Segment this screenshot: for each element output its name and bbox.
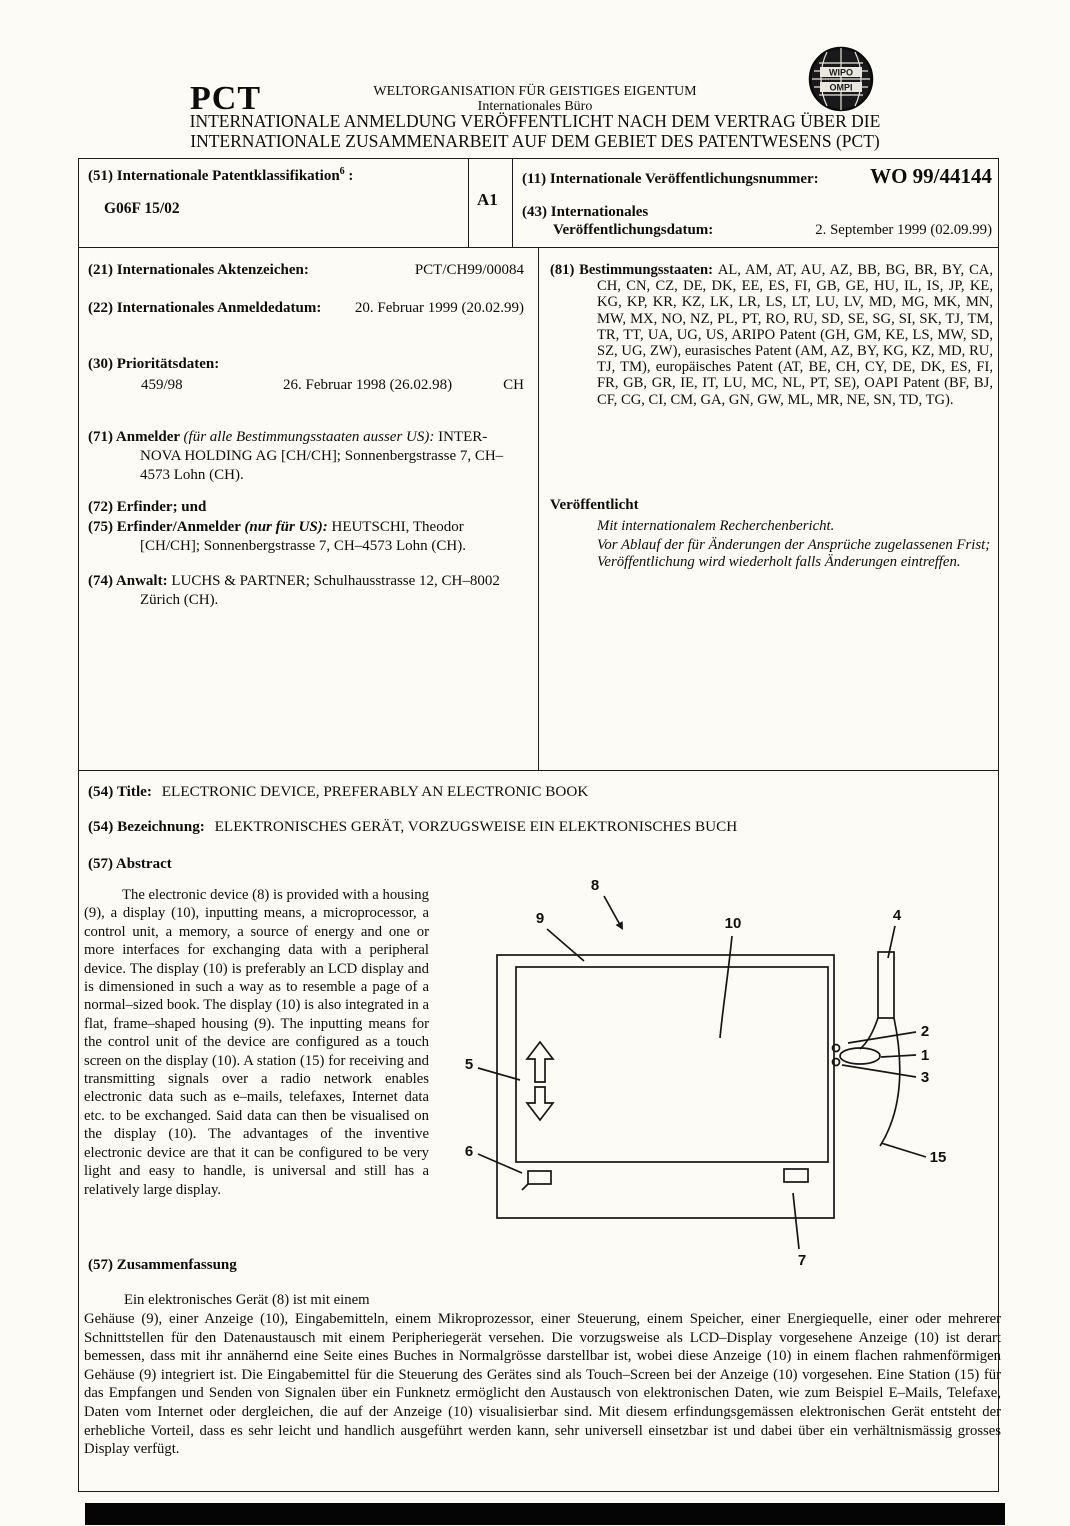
header-title-line-2: INTERNATIONALE ZUSAMMENARBEIT AUF DEM GEBIET DES PATENTWESENS (PCT): [190, 130, 880, 151]
zusammenfassung-text: Gehäuse (9), einer Anzeige (10), Eingabemitteln, einem Mikroprozessor, einer Steuerung, einem Speicher, einer Energiequelle, einer oder mehrerer Schnittstellen für den Datenaustausch mit einem Peripheriegerät versehen. Die vorzugsweise als LCD–Display vorgesehene Anzeige (10) ist derart bemessen, dass mit ihr annähernd eine Seite eines Buches in Normalgrösse darstellbar ist, wobei diese Anzeige (10) in einem flachen rahmenförmigen Gehäuse (9) integriert ist. Die Eingabemittel für die Steuerung des Gerätes sind als Touch–Screen bei der Anzeige (10) vorgesehen. Eine Station (15) für das Empfangen und Senden von Signalen über ein Funknetz ermöglicht den Austausch von elektronischen Daten, wie zum Beispiel E–Mails, Telefaxe, Daten vom Internet oder dergleichen, die auf der Anzeige (10) visualisierbar sind. Mit diesem erfindungsgemässen elektronischen Gerät entsteht der erhebliche Vorteil, dass es sehr leicht und handlich ausgeführt werden kann, sehr universell einsetzbar ist und dabei über ein verhältnismässig grosses Display verfügt.: [84, 1311, 1001, 1458]
figure-drawing: [432, 866, 1004, 1278]
divider-row1-columns: [512, 158, 513, 247]
logo-text-bottom: OMPI: [829, 82, 853, 93]
title-en-row: [88, 783, 588, 801]
figure-label-6: 6: [464, 1143, 474, 1160]
priority-country: CH: [503, 377, 524, 393]
title-de-value: ELEKTRONISCHES GERÄT, VORZUGSWEISE EIN ELEKTRONISCHES BUCH: [214, 818, 738, 835]
field-71-label: (71) Anmelder: [88, 429, 184, 445]
field-81-label: (81) Bestimmungsstaaten:: [550, 262, 718, 278]
publication-number-value: WO 99/44144: [870, 164, 992, 188]
pct-wordmark: PCT: [190, 80, 261, 117]
priority-date: 26. Februar 1998 (26.02.98): [283, 377, 453, 393]
title-en-value: ELECTRONIC DEVICE, PREFERABLY AN ELECTRONIC BOOK: [161, 783, 589, 800]
figure-label-9: 9: [535, 910, 545, 927]
publication-date-value: 2. September 1999 (02.09.99): [815, 222, 992, 238]
field-11-label: (11) Internationale Veröffentlichungsnummer:: [522, 171, 819, 187]
field-74-value: LUCHS & PARTNER; Schulhausstrasse 12, CH–8002 Zürich (CH).: [140, 573, 500, 608]
field-51-label: (51) Internationale Patentklassifikation: [88, 168, 340, 184]
field-21-application-number: [88, 262, 524, 279]
kind-code: A1: [477, 190, 498, 209]
logo-text-top: WIPO: [829, 67, 853, 78]
field-74-label: (74) Anwalt:: [88, 573, 172, 589]
published-note-1: Mit internationalem Recherchenbericht.: [597, 518, 835, 534]
field-75-note: (nur für US):: [244, 519, 328, 535]
field-72-label: (72) Erfinder; und: [88, 499, 207, 515]
published-note-2: Vor Ablauf der für Änderungen der Ansprüche zugelassenen Frist; Veröffentlichung wird wiederholt falls Änderungen eintreffen.: [597, 537, 991, 570]
organisation-name: [300, 84, 770, 114]
field-75-label: (75) Erfinder/Anmelder: [88, 519, 245, 535]
field-21-label: (21) Internationales Aktenzeichen:: [88, 262, 309, 278]
field-43-label-1: (43) Internationales: [522, 204, 649, 220]
zusammenfassung-first-line: Ein elektronisches Gerät (8) ist mit einem: [124, 1292, 370, 1308]
ipc-class-value: G06F 15/02: [104, 200, 180, 217]
divider-kindcode: [468, 158, 469, 247]
field-71-applicant: [88, 428, 526, 485]
header-title-line-1: INTERNATIONALE ANMELDUNG VERÖFFENTLICHT NACH DEM VERTRAG ÜBER DIE: [189, 111, 881, 131]
device-outline: [478, 896, 926, 1249]
field-21-value: PCT/CH99/00084: [414, 262, 524, 278]
wipo-logo: [806, 44, 876, 114]
figure-label-3: 3: [920, 1069, 930, 1086]
title-de-label: (54) Bezeichnung:: [88, 818, 205, 835]
title-de-row: [88, 818, 737, 836]
field-43-label-2: Veröffentlichungsdatum:: [553, 222, 714, 238]
zusammenfassung-heading: (57) Zusammenfassung: [88, 1257, 237, 1273]
figure-label-8: 8: [590, 877, 600, 894]
priority-number: 459/98: [141, 377, 183, 393]
title-en-label: (54) Title:: [88, 783, 152, 800]
field-75-value: HEUTSCHI, Theodor [CH/CH]; Sonnenbergstrasse 7, CH–4573 Lohn (CH).: [140, 519, 466, 554]
field-22-filing-date: [88, 300, 524, 317]
field-81-value: AL, AM, AT, AU, AZ, BB, BG, BR, BY, CA, CH, CN, CZ, DE, DK, EE, ES, FI, GB, GE, HU, IL, IS, JP, KE, KG, KP, KR, KZ, LK, LR, LS, LT, LU, LV, MD, MG, MK, MN, MW, MX, NO, NZ, PL, PT, RO, RU, SD, SE, SG, SI, SK, TJ, TM, TR, TT, UA, UG, US, ARIPO Patent (GH, GM, KE, LS, MW, SD, SZ, UG, ZW), eurasisches Patent (AM, AZ, BY, KG, KZ, MD, RU, TJ, TM), europäisches Patent (AT, BE, CH, CY, DE, DK, ES, FI, FR, GB, GR, IE, IT, LU, MC, NL, PT, SE), OAPI Patent (BF, BJ, CF, CG, CI, CM, GA, GN, GW, ML, MR, NE, SN, TD, TG).: [597, 262, 993, 408]
figure-label-10: 10: [724, 915, 742, 932]
field-22-label: (22) Internationales Anmeldedatum:: [88, 300, 322, 316]
field-51-sup: 6: [339, 166, 345, 177]
figure-label-15: 15: [929, 1149, 947, 1166]
field-30-label: (30) Prioritätsdaten:: [88, 356, 220, 372]
field-11-publication-number: [522, 164, 992, 189]
field-74-agent: [88, 572, 526, 610]
figure-label-5: 5: [464, 1056, 474, 1073]
field-71-value: INTER-NOVA HOLDING AG [CH/CH]; Sonnenbergstrasse 7, CH–4573 Lohn (CH).: [140, 429, 504, 483]
published-label: Veröffentlicht: [550, 497, 639, 513]
publication-header-title: [140, 112, 930, 151]
org-line-1: WELTORGANISATION FÜR GEISTIGES EIGENTUM: [373, 84, 697, 99]
figure-label-7: 7: [797, 1252, 807, 1269]
abstract-text: The electronic device (8) is provided with a housing (9), a display (10), inputting means, a microprocessor, a control unit, a memory, a source of energy and one or more interfaces for exchanging data with a peripheral device. The display (10) is preferably an LCD display and is dimensioned in such a way as to resemble a page of a normal–sized book. The display (10) is also integrated in a flat, frame–shaped housing (9). The inputting means for the control unit of the device are configured as a touch screen on the display (10). A station (15) for receiving and transmitting signals over a radio network enables electronic data such as e–mails, telefaxes, Internet data etc. to be exchanged. Said data can then be visualised on the display (10). The advantages of the inventive electronic device are that it can be configured to be very light and easy to handle, is universal and still has a relatively large display.: [84, 887, 429, 1198]
divider-biblio-bottom: [78, 770, 999, 771]
field-81-designated-states: [550, 262, 993, 408]
abstract-heading: (57) Abstract: [88, 856, 172, 872]
figure-label-2: 2: [920, 1023, 930, 1040]
scan-artifact-bar: [85, 1503, 1005, 1525]
divider-row2-columns: [538, 247, 539, 770]
figure-label-4: 4: [892, 907, 902, 924]
figure-label-1: 1: [920, 1047, 930, 1064]
field-22-value: 20. Februar 1999 (20.02.99): [354, 300, 524, 316]
field-75-inventor: [88, 518, 526, 556]
field-71-note: (für alle Bestimmungsstaaten ausser US):: [183, 429, 435, 445]
field-51-classification: [88, 166, 460, 185]
field-51-colon: :: [344, 168, 354, 184]
org-line-2: Internationales Büro: [477, 99, 593, 114]
